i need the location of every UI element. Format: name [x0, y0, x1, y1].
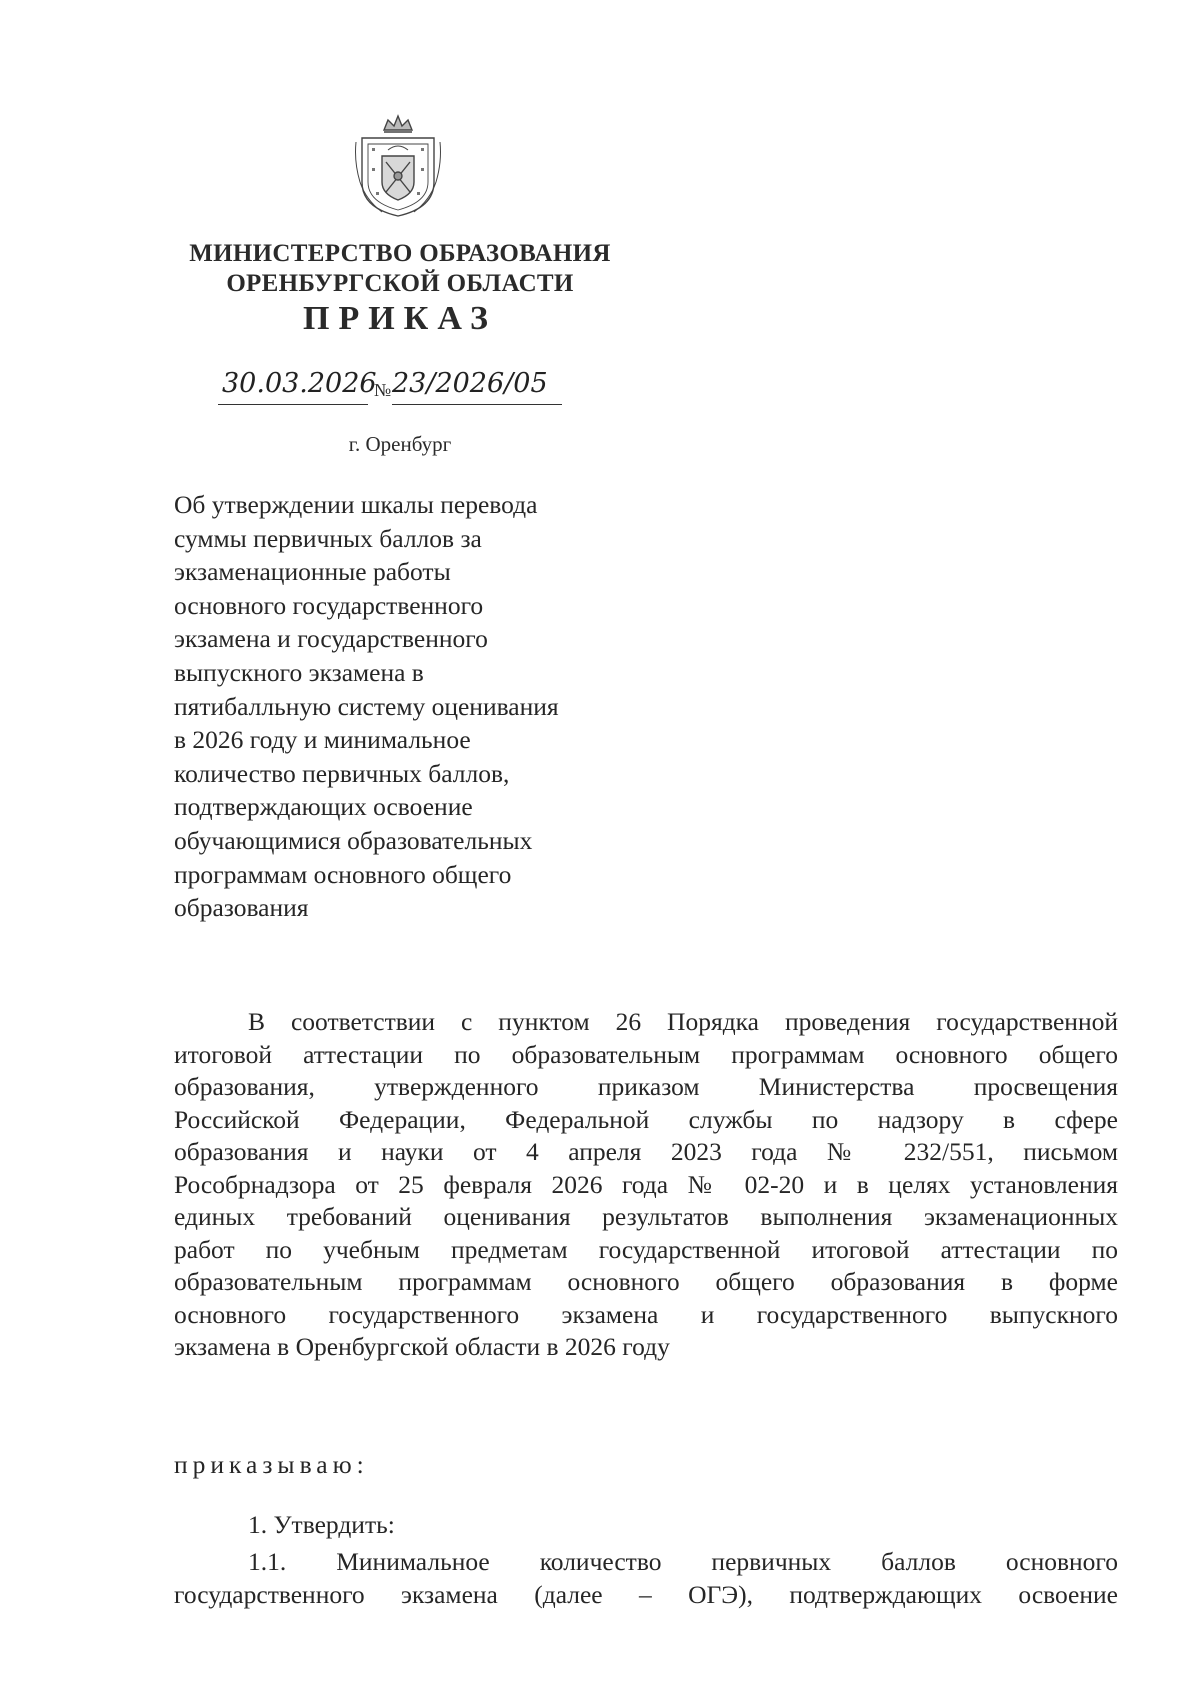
number-sign: №	[374, 380, 392, 400]
item-1: 1. Утвердить:	[248, 1510, 395, 1539]
preamble-paragraph	[174, 1006, 1118, 1364]
preamble-line: основного государственного экзамена и государственного выпускного	[174, 1299, 1118, 1329]
subject-line: Об утверждении шкалы перевода	[174, 490, 538, 519]
subject-line: экзамена и государственного	[174, 624, 488, 654]
preamble-line: работ по учебным предметам государственной итоговой аттестации по	[174, 1234, 1118, 1264]
preamble-line: образовательным программам основного общего образования в форме	[174, 1267, 1118, 1296]
preamble-line: итоговой аттестации по образовательным программам основного общего	[174, 1039, 1118, 1069]
preamble-line: В соответствии с пунктом 26 Порядка проведения государственной	[248, 1007, 1118, 1036]
subject-line: программам основного общего	[174, 859, 512, 889]
coat-of-arms-icon	[352, 112, 444, 220]
preamble-line: экзамена в Оренбургской области в 2026 году	[174, 1332, 670, 1361]
date-underline	[218, 404, 368, 405]
subject-line: суммы первичных баллов за	[174, 523, 482, 553]
registration-line	[218, 366, 638, 416]
subject-line: обучающимися образовательных	[174, 825, 533, 855]
organization-name-line2: ОРЕНБУРГСКОЙ ОБЛАСТИ	[226, 270, 574, 297]
city: г. Оренбург	[348, 432, 452, 456]
item-1-1-line: государственного экзамена (далее – ОГЭ), подтверждающих освоение	[174, 1579, 1118, 1609]
subject-line: в 2026 году и минимальное	[174, 725, 471, 755]
preamble-line: Рособрнадзора от 25 февраля 2026 года № 02-20 и в целях установления	[174, 1169, 1118, 1199]
item-1-1-line: 1.1. Минимальное количество первичных баллов основного	[248, 1547, 1118, 1576]
order-word: приказываю:	[174, 1450, 369, 1479]
subject-line: пятибалльную систему оценивания	[174, 691, 559, 721]
organization-name-line1: МИНИСТЕРСТВО ОБРАЗОВАНИЯ	[189, 240, 611, 267]
subject-line: подтверждающих освоение	[174, 792, 473, 822]
handwritten-number: 23/2026/05	[392, 368, 548, 399]
preamble-line: образования и науки от 4 апреля 2023 года № 232/551, письмом	[174, 1137, 1118, 1166]
preamble-line: единых требований оценивания результатов выполнения экзаменационных	[174, 1202, 1118, 1231]
handwritten-date: 30.03.2026	[222, 368, 377, 399]
subject-line: количество первичных баллов,	[174, 758, 510, 788]
subject-line: образования	[174, 893, 309, 923]
document-subject	[174, 488, 614, 925]
preamble-line: Российской Федерации, Федеральной службы по надзору в сфере	[174, 1104, 1118, 1134]
subject-line: экзаменационные работы	[174, 557, 451, 587]
number-underline	[392, 404, 562, 405]
document-type-title: ПРИКАЗ	[303, 300, 497, 337]
preamble-line: образования, утвержденного приказом Министерства просвещения	[174, 1072, 1118, 1101]
subject-line: основного государственного	[174, 590, 484, 620]
subject-line: выпускного экзамена в	[174, 657, 424, 687]
item-1-1-paragraph	[174, 1546, 1118, 1611]
